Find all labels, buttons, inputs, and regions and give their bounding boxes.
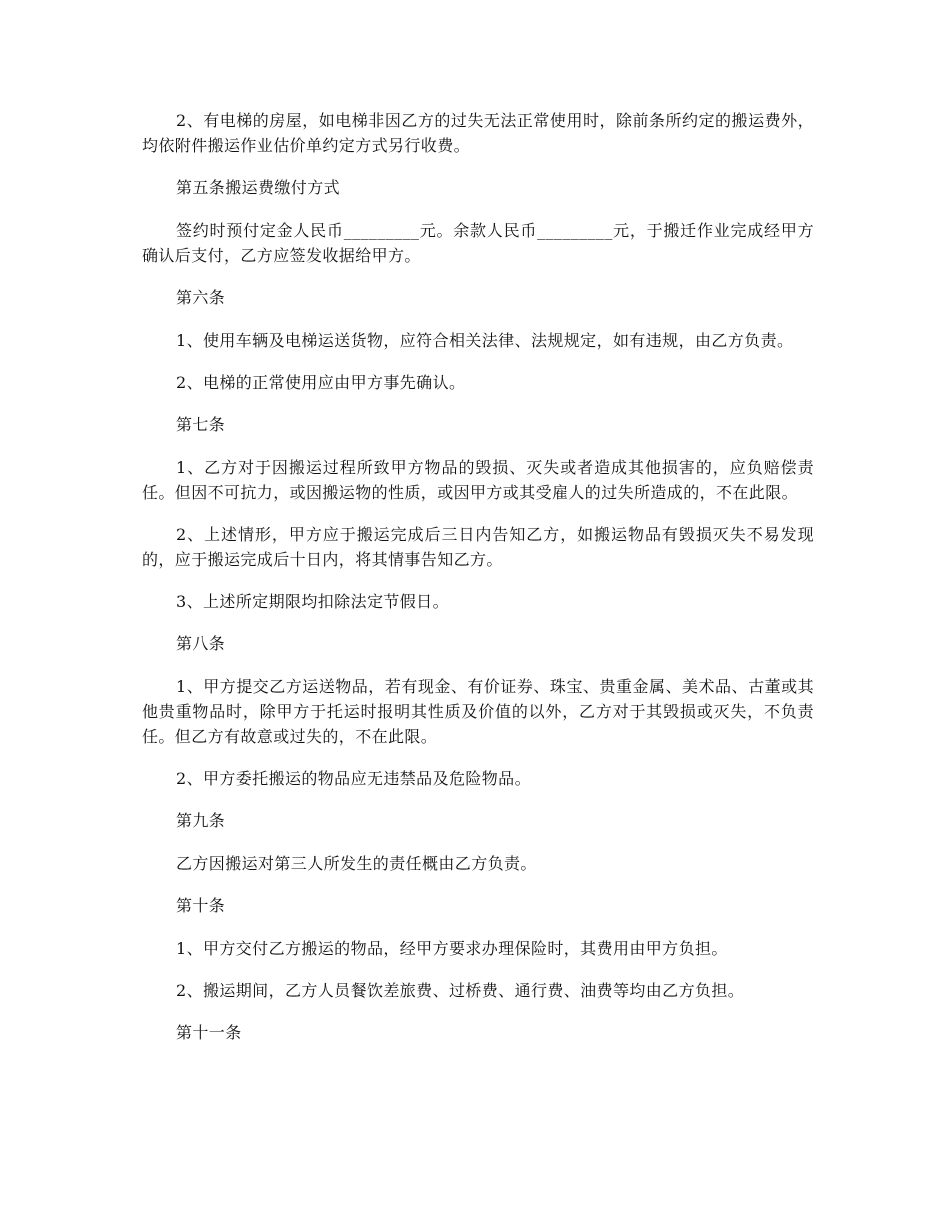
article-9-heading: 第九条	[176, 811, 226, 830]
article-6-heading: 第六条	[176, 288, 226, 307]
paragraph-notice-period: 2、上述情形，甲方应于搬运完成后三日内告知乙方，如搬运物品有毁损灭失不易发现的，应于搬运完成后十日内，将其情事告知乙方。	[142, 525, 814, 569]
paragraph-elevator-confirm: 2、电梯的正常使用应由甲方事先确认。	[176, 373, 466, 392]
paragraph-expenses: 2、搬运期间，乙方人员餐饮差旅费、过桥费、通行费、油费等均由乙方负担。	[176, 981, 745, 1000]
article-7-heading: 第七条	[176, 415, 226, 434]
paragraph-insurance: 1、甲方交付乙方搬运的物品，经甲方要求办理保险时，其费用由甲方负担。	[176, 939, 728, 958]
paragraph-third-party: 乙方因搬运对第三人所发生的责任概由乙方负责。	[176, 854, 537, 873]
paragraph-payment-terms: 签约时预付定金人民币_________元。余款人民币_________元，于搬迁作业完成经甲方确认后支付，乙方应签发收据给甲方。	[142, 221, 814, 265]
article-10-heading: 第十条	[176, 896, 226, 915]
paragraph-valuables: 1、甲方提交乙方运送物品，若有现金、有价证券、珠宝、贵重金属、美术品、古董或其他贵重物品时，除甲方于托运时报明其性质及价值的以外，乙方对于其毁损或灭失，不负责任。但乙方有故意或过失的，不在此限。	[142, 677, 814, 746]
article-5-heading: 第五条搬运费缴付方式	[176, 178, 341, 197]
paragraph-elevator-fee: 2、有电梯的房屋，如电梯非因乙方的过失无法正常使用时，除前条所约定的搬运费外，均依附件搬运作业估价单约定方式另行收费。	[142, 111, 814, 155]
article-8-heading: 第八条	[176, 634, 226, 653]
paragraph-holidays: 3、上述所定期限均扣除法定节假日。	[176, 592, 449, 611]
paragraph-damage-liability: 1、乙方对于因搬运过程所致甲方物品的毁损、灭失或者造成其他损害的，应负赔偿责任。但因不可抗力，或因搬运物的性质，或因甲方或其受雇人的过失所造成的，不在此限。	[142, 458, 814, 502]
paragraph-prohibited-items: 2、甲方委托搬运的物品应无违禁品及危险物品。	[176, 769, 531, 788]
paragraph-vehicle-rules: 1、使用车辆及电梯运送货物，应符合相关法律、法规规定，如有违规，由乙方负责。	[176, 331, 794, 350]
article-11-heading: 第十一条	[176, 1023, 242, 1042]
document-page	[142, 108, 814, 1063]
